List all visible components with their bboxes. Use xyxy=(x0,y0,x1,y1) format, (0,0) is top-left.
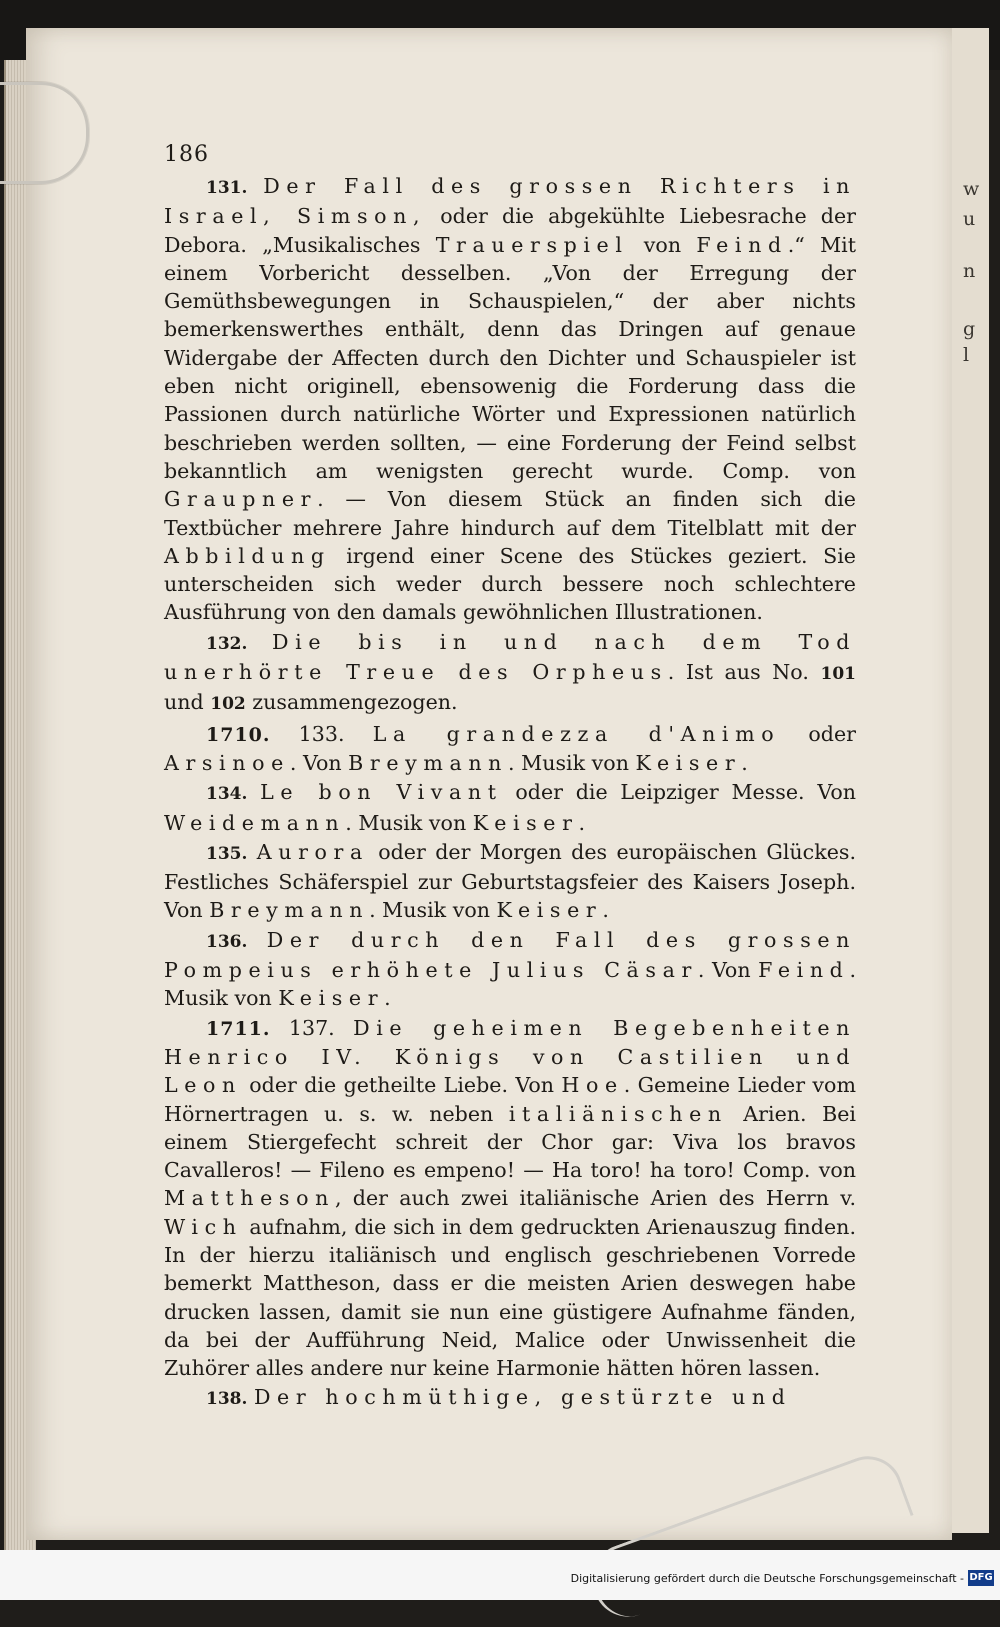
spaced-title-text: Weidemann xyxy=(164,810,346,835)
catalog-entry xyxy=(164,720,856,778)
entry-text: von xyxy=(628,232,697,257)
entry-text: oder der Morgen des europäischen Glückes. Festliches Schäferspiel zur Geburtstagsfeier des Kaisers Joseph. Von xyxy=(164,839,856,923)
entry-text xyxy=(247,780,260,804)
spaced-title-text: Keiser xyxy=(472,810,579,835)
next-page-fragment: g xyxy=(963,318,976,340)
catalog-entry xyxy=(164,838,856,925)
entry-text: . Musik von xyxy=(164,958,856,1011)
spaced-title-text: Aurora xyxy=(256,839,369,864)
entry-text: . Gemeine Lieder vom Hörnertragen u. s. w. neben xyxy=(164,1073,856,1126)
entry-text: , der auch zwei italiänische Arien des Herrn v. xyxy=(334,1186,856,1211)
page-body-text xyxy=(164,172,856,1415)
next-page-fragment: l xyxy=(963,344,970,366)
catalog-entry xyxy=(164,926,856,1013)
next-page-edge xyxy=(948,28,989,1533)
catalog-entry xyxy=(164,628,856,719)
entry-text: irgend einer Scene des Stückes geziert. Sie unterscheiden sich weder durch bessere noch schlechtere Ausführung von den damals gewöhnlichen Illustrationen. xyxy=(164,543,856,625)
next-page-fragment: n xyxy=(963,260,976,282)
catalog-entry xyxy=(164,1014,856,1383)
entry-text: oder die getheilte Liebe. Von xyxy=(241,1073,562,1098)
entry-text: 137. xyxy=(270,1015,354,1040)
entry-number: 102 xyxy=(210,694,246,715)
entry-text: . xyxy=(578,810,586,835)
spaced-title-text: Wich xyxy=(164,1214,243,1239)
entry-text: . Musik von xyxy=(369,898,497,923)
spaced-title-text: Trauerspiel xyxy=(435,232,629,257)
entry-number: 135. xyxy=(206,843,248,864)
page-number: 186 xyxy=(164,142,209,167)
entry-text xyxy=(247,630,272,654)
spaced-title-text: Breymann xyxy=(348,750,509,775)
entry-text: . Von xyxy=(289,750,349,775)
entry-number: 131. xyxy=(206,178,248,198)
spaced-title-text: Arsinoe xyxy=(164,750,290,775)
spaced-title-text: Keiser xyxy=(278,986,385,1011)
entry-text xyxy=(247,840,256,864)
footer-credit: Digitalisierung gefördert durch die Deutsche Forschungsgemeinschaft - xyxy=(570,1572,964,1585)
entry-number: 132. xyxy=(206,633,248,654)
spaced-title-text: Der durch den Fall des grossen Pompeius erhöhete Julius Cäsar xyxy=(164,927,856,983)
entry-number: 136. xyxy=(206,931,248,952)
entry-text xyxy=(247,174,263,198)
entry-text: . — Von diesem Stück an finden sich die Textbücher mehrere Jahre hindurch auf dem Titelblatt mit der xyxy=(164,487,856,540)
entry-text: aufnahm, die sich in dem gedruckten Arienauszug finden. In der hierzu italiänisch und englisch geschriebenen Vorrede bemerkt Mattheson, dass er die meisten Arien deswegen habe drucken lassen, damit sie nun eine güstigere Aufnahme fänden, da bei der Aufführung Neid, Malice oder Unwissenheit die Zuhörer alles andere nur keine Harmonie hätten hören lassen. xyxy=(164,1214,856,1381)
entry-text: oder die Leipziger Messe. Von xyxy=(502,780,856,805)
spaced-title-text: Graupner xyxy=(164,487,318,512)
spaced-title-text: Der Fall des grossen Richters in Israel, Simson, xyxy=(164,174,857,229)
entry-text: . Musik von xyxy=(508,750,636,775)
spaced-title-text: Feind xyxy=(696,232,788,257)
spaced-title-text: italiänischen xyxy=(508,1101,728,1126)
entry-text: oder xyxy=(780,721,856,746)
spaced-title-text: Le bon Vivant xyxy=(260,780,503,805)
dfg-logo: DFG xyxy=(968,1570,994,1586)
spaced-title-text: Abbildung xyxy=(164,543,331,568)
entry-text: . Von xyxy=(697,958,759,983)
entry-number: 101 xyxy=(820,664,857,685)
entry-text: . xyxy=(741,750,748,775)
spaced-title-text: Breymann xyxy=(209,898,370,923)
entry-text: . xyxy=(384,986,391,1011)
spaced-title-text: Die geheimen Begebenheiten Henrico IV. Königs von Castilien und Leon xyxy=(164,1015,857,1098)
entry-number: 1711. xyxy=(206,1017,271,1040)
entry-text: .“ Mit einem Vorbericht desselben. „Von der Erregung der Gemüthsbewegungen in Schauspielen,“ der aber nichts bemerkenswerthes enthält, denn das Dringen auf genaue Widergabe der Affecten durch den Dichter und Schauspieler ist eben nicht originell, ebensowenig die Forderung dass die Passionen durch natürliche Wörter und Expressionen natürlich beschrieben werden sollten, — eine Forderung der Feind selbst bekanntlich am wenigsten gerecht wurde. Comp. von xyxy=(164,232,857,483)
entry-text: zusammengezogen. xyxy=(245,690,458,715)
spaced-title-text: Mattheson xyxy=(164,1186,335,1211)
next-page-fragment: u xyxy=(963,208,976,230)
entry-text: . xyxy=(602,898,609,923)
entry-text: oder die abgekühlte Liebesrache der Debora. „Musikalisches xyxy=(164,204,856,257)
entry-text: Arien. Bei einem Stiergefecht schreit der Chor gar: Viva los bravos Cavalleros! — Fileno es empeno! — Ha toro! ha toro! Comp. von xyxy=(164,1101,856,1183)
spaced-title-text: Feind xyxy=(758,958,850,983)
entry-number: 138. xyxy=(206,1389,248,1410)
next-page-fragment: w xyxy=(963,178,980,200)
spaced-title-text: Der hochmüthige, gestürzte und xyxy=(253,1385,792,1410)
entry-text: . Ist aus No. xyxy=(667,660,821,685)
footer-bar xyxy=(0,1550,1000,1600)
spaced-title-text: Die bis in und nach dem Tod unerhörte Treue des Orpheus xyxy=(164,629,856,685)
entry-text: und xyxy=(164,690,211,715)
catalog-entry xyxy=(164,1383,856,1413)
spaced-title-text: La grandezza d'Animo xyxy=(372,721,781,746)
entry-number: 1710. xyxy=(206,723,271,746)
spaced-title-text: Hoe xyxy=(561,1073,624,1098)
catalog-entry xyxy=(164,172,856,627)
spaced-title-text: Keiser xyxy=(496,898,603,923)
entry-text: . Musik von xyxy=(345,810,473,835)
paper-clip-top xyxy=(0,82,89,184)
entry-text: 133. xyxy=(270,721,373,746)
catalog-entry xyxy=(164,778,856,837)
entry-text xyxy=(247,928,266,952)
entry-number: 134. xyxy=(206,784,248,805)
spaced-title-text: Keiser xyxy=(635,750,742,775)
